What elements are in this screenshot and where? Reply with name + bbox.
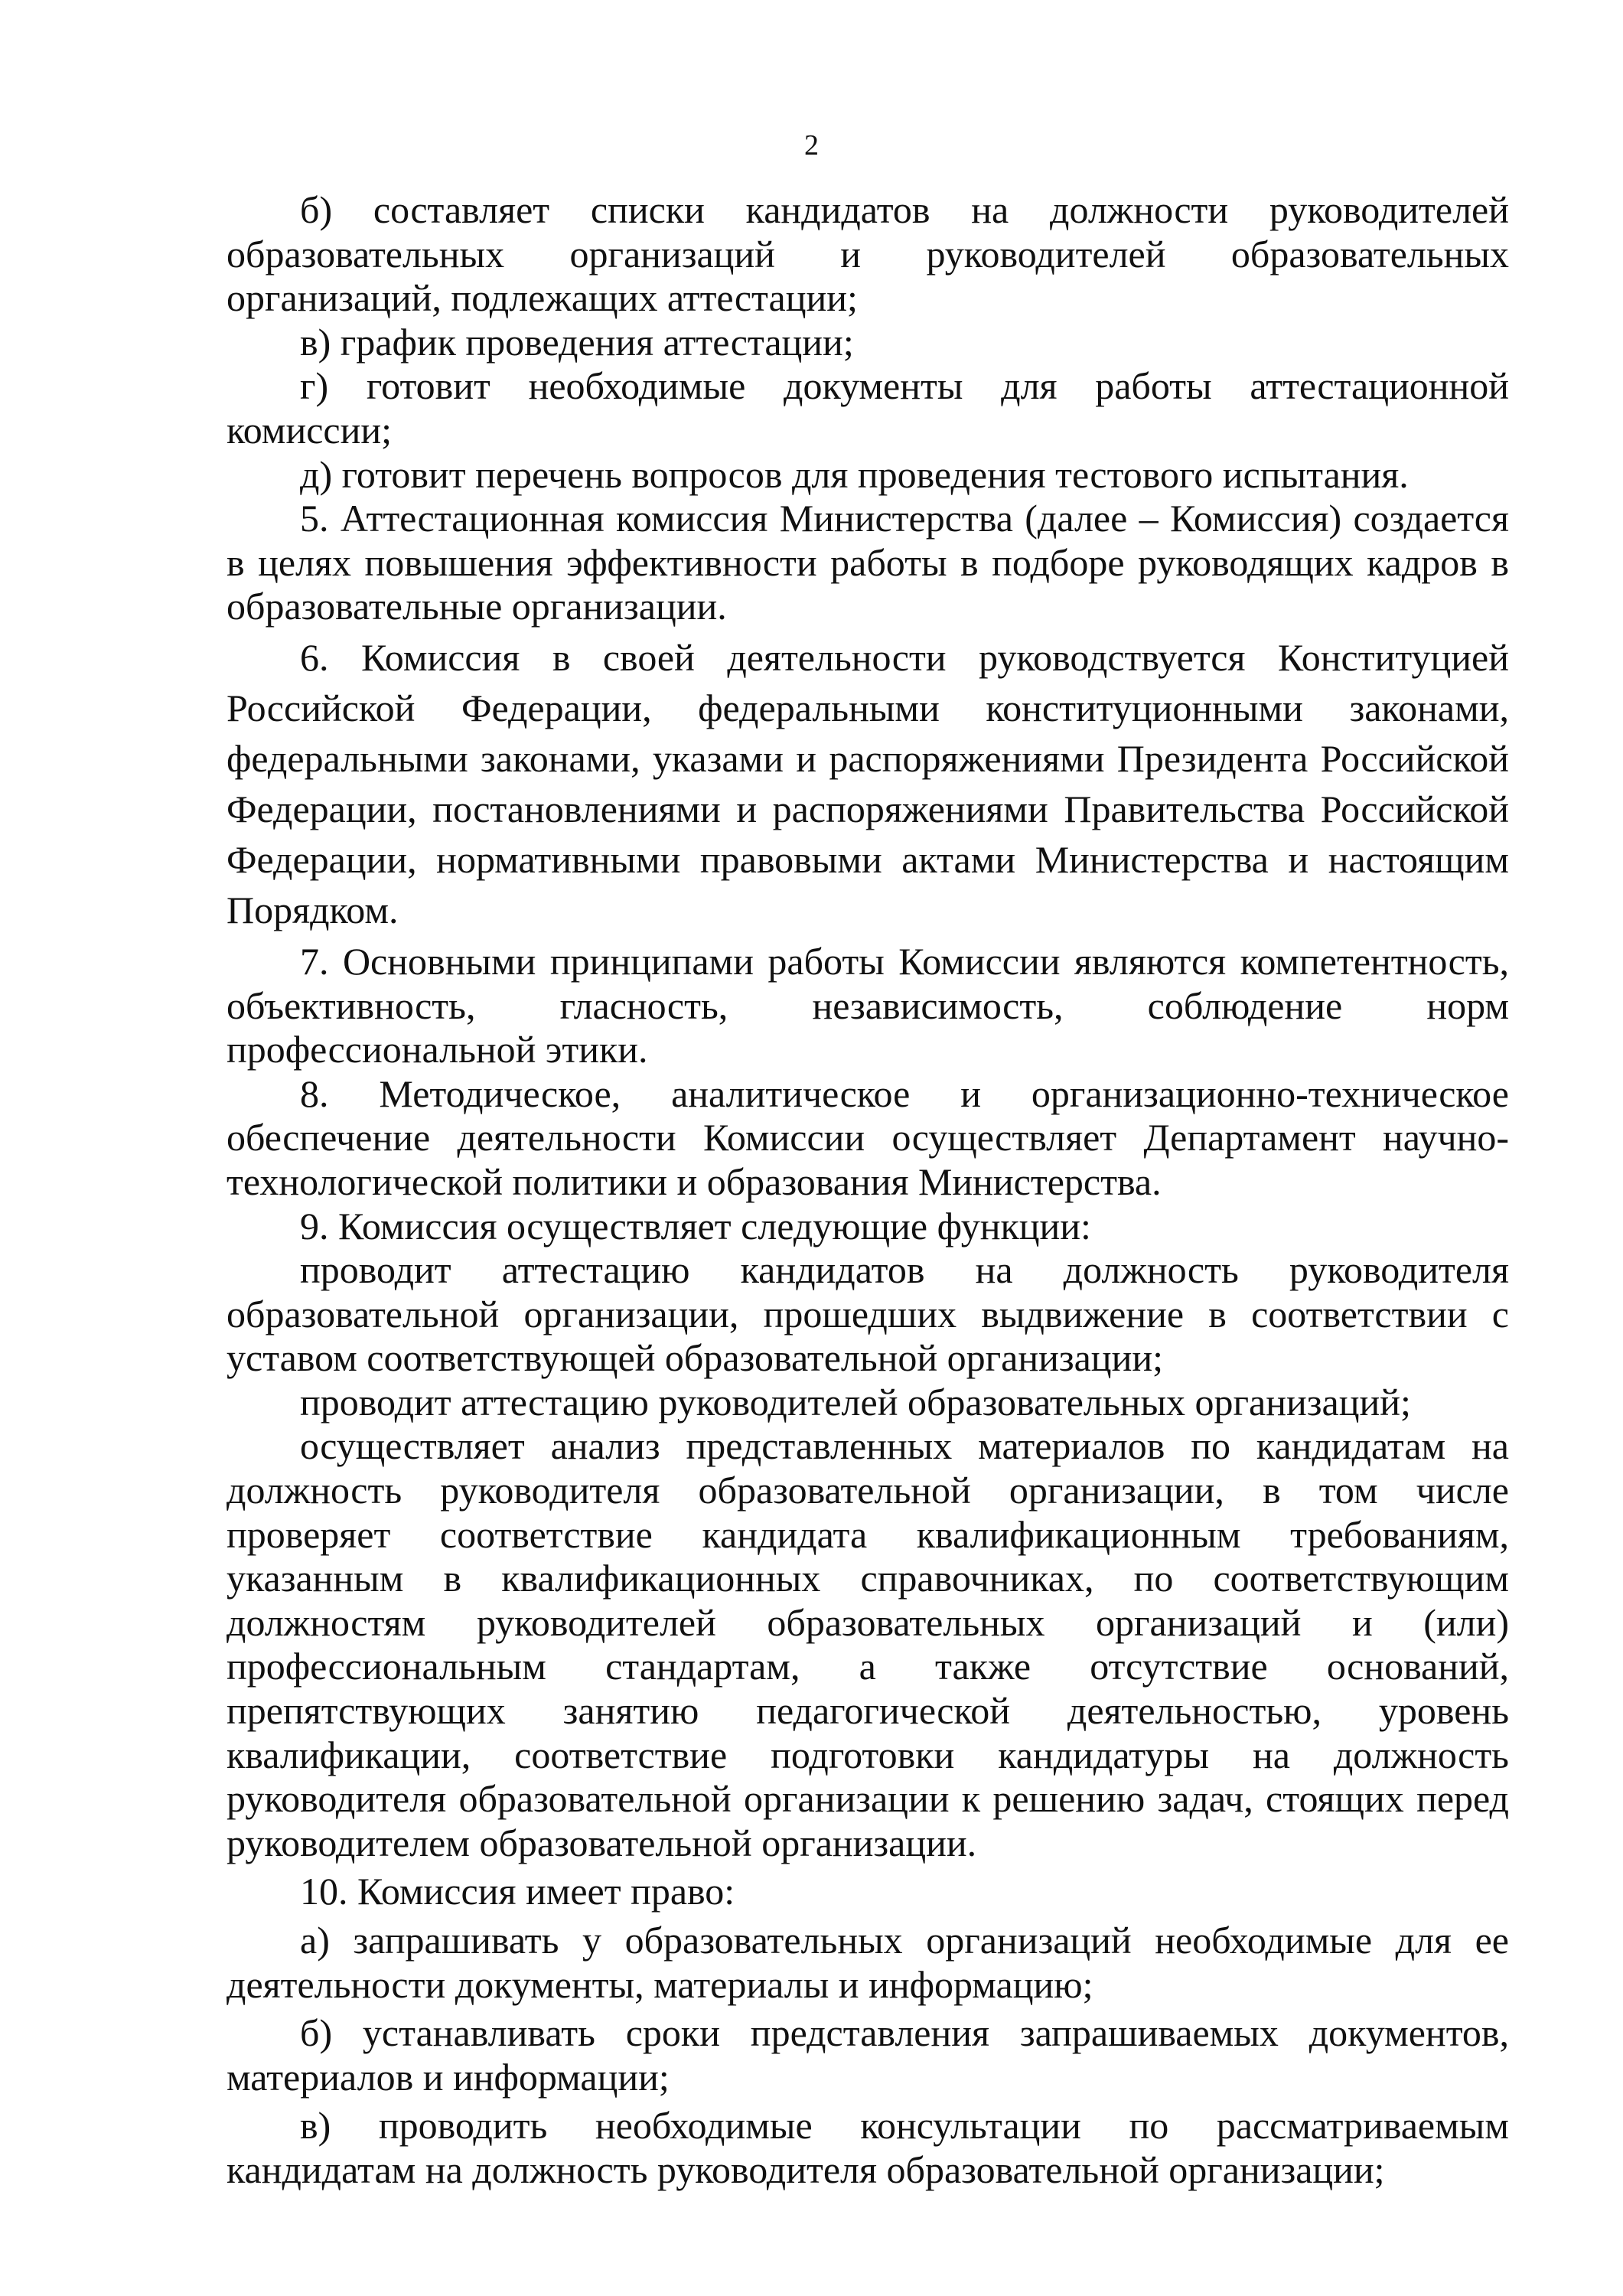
paragraph-8-support: 8. Методическое, аналитическое и организационно-техническое обеспечение деятельности Комиссии осуществляет Департамент научно-технологической политики и образования Министерства. [227,1071,1509,1203]
paragraph-d-questions: д) готовит перечень вопросов для проведения тестового испытания. [300,452,1409,496]
function-item-candidate-attestation: проводит аттестацию кандидатов на должность руководителя образовательной организации, прошедших выдвижение в соответствии с уставом соответствующей образовательной организации; [227,1248,1509,1380]
paragraph-v-schedule: в) график проведения аттестации; [300,320,854,364]
right-item-b-deadlines: б) устанавливать сроки представления запрашиваемых документов, материалов и информации; [227,2011,1509,2099]
document-body [227,188,1509,2193]
function-item-director-attestation: проводит аттестацию руководителей образовательных организаций; [300,1380,1411,1424]
paragraph-5-commission: 5. Аттестационная комиссия Министерства (далее – Комиссия) создается в целях повышения эффективности работы в подборе руководящих кадров в образовательные организации. [227,497,1509,628]
paragraph-b-candidate-lists: б) составляет списки кандидатов на должности руководителей образовательных организаций и руководителей образовательных организаций, подлежащих аттестации; [227,188,1509,320]
paragraph-9-functions: 9. Комиссия осуществляет следующие функции: [300,1204,1091,1247]
page-number: 2 [804,129,819,161]
paragraph-g-documents: г) готовит необходимые документы для работы аттестационной комиссии; [227,364,1509,452]
right-item-a-request: а) запрашивать у образовательных организаций необходимые для ее деятельности документы, материалы и информацию; [227,1919,1509,2006]
paragraph-10-rights: 10. Комиссия имеет право: [300,1870,735,1913]
right-item-v-consultations: в) проводить необходимые консультации по рассматриваемым кандидатам на должность руководителя образовательной организации; [227,2104,1509,2191]
function-item-analysis: осуществляет анализ представленных материалов по кандидатам на должность руководителя образовательной организации, в том числе проверяет соответствие кандидата квалификационным требованиям, указанным в квалификационных справочниках, по соответствующим должностям руководителей образовательных организаций и (или) профессиональным стандартам, а также отсутствие оснований, препятствующих занятию педагогической деятельностью, уровень квалификации, соответствие подготовки кандидатуры на должность руководителя образовательной организации к решению задач, стоящих перед руководителем образовательной организации. [227,1424,1509,1864]
paragraph-6-legal-basis: 6. Комиссия в своей деятельности руководствуется Конституцией Российской Федерации, федеральными конституционными законами, федеральными законами, указами и распоряжениями Президента Российской Федерации, постановлениями и распоряжениями Правительства Российской Федерации, нормативными правовыми актами Министерства и настоящим Порядком. [227,635,1509,931]
paragraph-7-principles: 7. Основными принципами работы Комиссии являются компетентность, объективность, гласность, независимость, соблюдение норм профессиональной этики. [227,939,1509,1071]
